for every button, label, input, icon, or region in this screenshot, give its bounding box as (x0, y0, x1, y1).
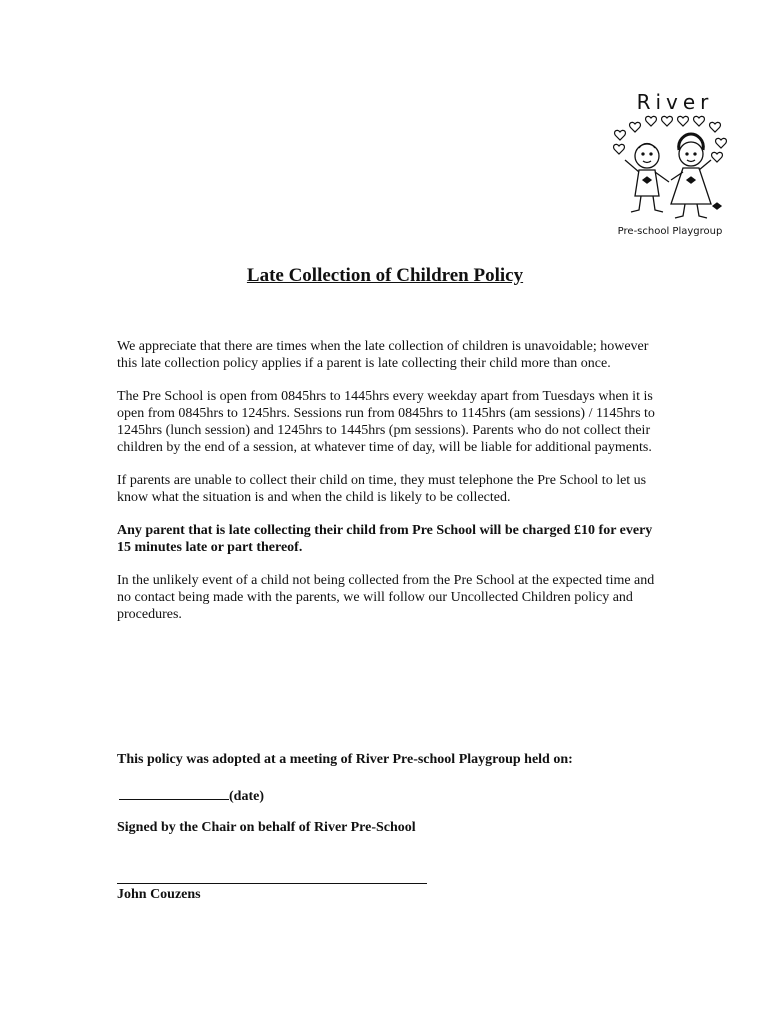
river-preschool-logo (605, 88, 735, 243)
policy-charge-paragraph: Any parent that is late collecting their child from Pre School will be charged £10 for every 15 minutes late or part thereof. (117, 523, 653, 555)
girl-figure-icon (671, 134, 721, 218)
policy-paragraph: In the unlikely event of a child not being collected from the Pre School at the expected time and no contact being made with the parents, we will follow our Uncollected Children policy and procedures. (117, 573, 655, 622)
adoption-statement: This policy was adopted at a meeting of River Pre-school Playgroup held on: (117, 752, 573, 767)
hearts-icon (614, 116, 727, 162)
date-label: (date) (229, 789, 264, 804)
signatory-name: John Couzens (117, 887, 201, 902)
signed-statement: Signed by the Chair on behalf of River Pre-School (117, 820, 416, 835)
policy-body (117, 338, 662, 639)
boy-figure-icon (625, 144, 669, 213)
date-blank-line (119, 786, 229, 800)
policy-paragraph: The Pre School is open from 0845hrs to 1445hrs every weekday apart from Tuesdays when it is open from 0845hrs to 1245hrs. Sessions run from 0845hrs to 1145hrs (am sessions) / 1145hrs to 1245hrs (lunch session) and 1245hrs to 1445hrs (pm sessions). Parents who do not collect their children by the end of a session, at whatever time of day, will be liable for additional payments. (117, 389, 655, 455)
policy-paragraph: If parents are unable to collect their child on time, they must telephone the Pre School to let us know what the situation is and when the child is likely to be collected. (117, 473, 647, 505)
date-field (119, 786, 264, 805)
signature-line (117, 883, 427, 884)
policy-paragraph: We appreciate that there are times when the late collection of children is unavoidable; however this late collection policy applies if a parent is late collecting their child more than once. (117, 339, 649, 371)
page-title: Late Collection of Children Policy (246, 265, 524, 286)
logo-subtitle: Pre-school Playgroup (617, 226, 723, 237)
logo-title: River (636, 90, 714, 114)
